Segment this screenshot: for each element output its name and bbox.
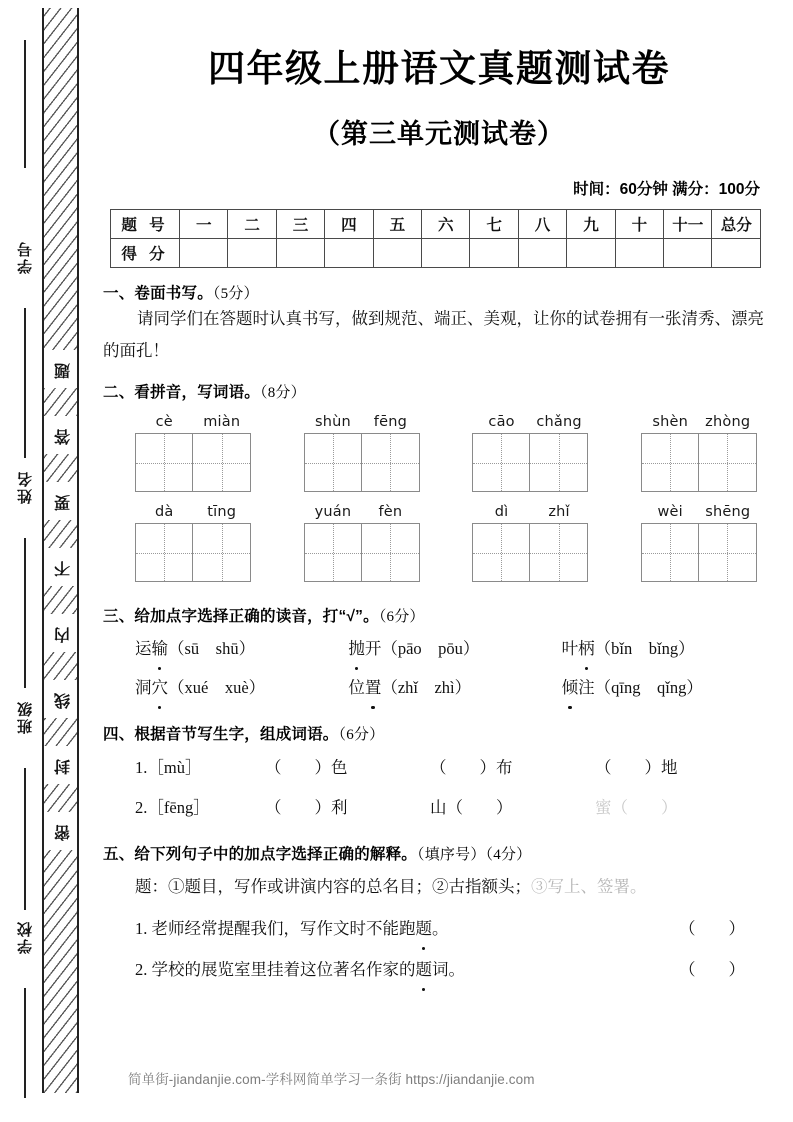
section-1-body: 请同学们在答题时认真书写，做到规范、端正、美观，让你的试卷拥有一张清秀、漂亮的面孔！ [103,309,764,361]
col-header-6: 六 [422,210,470,239]
word-prefix-4: 洞 [135,678,152,698]
pinyin-8b: shēng [705,504,751,521]
pronunciation-item-6[interactable] [562,671,775,704]
pinyin-7a: dì [494,504,509,521]
answer-grid-3[interactable] [472,433,588,492]
col-header-5: 五 [373,210,421,239]
pinyin-labels-3 [473,414,588,430]
seal-char-slot-4 [44,614,79,652]
seal-char-slot-5 [44,680,79,718]
syllable-blank-1a[interactable]: （ ）色 [265,758,348,778]
seal-char-slot-7 [44,812,79,850]
row-header-question-number: 题 号 [111,210,180,239]
word-prefix-1: 运 [135,639,152,659]
section-3-heading [103,604,775,626]
grid-cell[interactable] [642,434,699,491]
pinyin-labels-4 [641,414,756,430]
sentence-text-2 [135,954,465,986]
sentence-pre-1: 1. 老师经常提醒我们，写作文时不能跑 [135,918,416,938]
seal-char-xian: 线 [54,691,71,708]
word-prefix-5: 位 [348,678,365,698]
word-prefix-3: 叶 [561,639,579,659]
syllable-row-2 [103,791,775,824]
dotted-char-s5-1: 题 [416,913,433,945]
info-rule-1 [24,308,26,458]
section-4-title: 四、根据音节写生字，组成词语。 [103,726,339,744]
grid-cell[interactable] [699,434,756,491]
pinyin-7b: zhǐ [548,504,570,521]
col-header-8: 八 [518,210,566,239]
info-label-school: 学校 [16,920,34,954]
pinyin-5a: dà [155,504,174,521]
seal-char-slot-3 [44,548,79,586]
definition-visible: 题：①题目，写作或讲演内容的总名目；②古指额头； [135,877,531,897]
section-5-title: 五、给下列句子中的加点字选择正确的解释。 [103,846,418,864]
section-1-points: （5分） [212,286,259,302]
definition-faded: ③写上、签署。 [531,877,647,897]
answer-blank-s5-2[interactable]: （ ） [679,959,745,979]
section-5-definitions [103,871,775,903]
choices-5[interactable]: （zhǐ zhì） [381,678,472,698]
section-5-heading [103,842,775,864]
pinyin-1a: cè [155,414,173,431]
pinyin-labels-7 [473,504,588,520]
pinyin-word-6 [304,504,420,582]
seal-line-band [42,8,79,1093]
pinyin-6a: yuán [314,504,352,521]
info-field-name[interactable] [8,470,42,509]
grid-cell[interactable] [530,524,587,581]
info-rule-2 [24,538,26,688]
col-header-4: 四 [325,210,373,239]
syllable-row-1 [103,751,775,784]
seal-char-da: 答 [54,427,71,444]
info-label-class: 班级 [16,700,34,734]
syllable-blank-1b[interactable]: （ ）布 [430,758,513,778]
dotted-char-2: 抛 [348,632,365,665]
table-row-question-numbers [111,210,761,239]
choices-2[interactable]: （pāo pōu） [381,639,480,659]
answer-grid-8[interactable] [641,523,757,582]
info-label-student-id: 学号 [16,240,34,274]
dotted-char-5: 置 [365,671,382,704]
answer-grid-6[interactable] [304,523,420,582]
footer-watermark: 简单街-jiandanjie.com-学科网简单学习一条街 https://jiandanjie.com [128,1072,535,1087]
col-header-1: 一 [180,210,228,239]
grid-cell[interactable] [642,524,699,581]
col-header-3: 三 [276,210,324,239]
pinyin-word-8 [641,504,757,582]
seal-char-slot-1 [44,416,79,454]
seal-char-nei: 内 [54,625,71,642]
section-3-title: 三、给加点字选择正确的读音，打“√”。 [103,608,379,626]
answer-grid-2[interactable] [304,433,420,492]
row-header-score: 得 分 [111,239,180,268]
info-label-name: 姓名 [16,470,34,504]
word-suffix-2: 开 [364,639,382,659]
pronunciation-row-2 [103,671,775,704]
syllable-blank-2a[interactable]: （ ）利 [265,798,348,818]
grid-cell[interactable] [136,434,193,491]
grid-cell[interactable] [305,434,362,491]
grid-cell[interactable] [362,434,419,491]
dotted-char-6: 倾 [562,671,579,704]
sentence-post-2: 词。 [432,959,465,979]
answer-grid-1[interactable] [135,433,251,492]
pinyin-5b: tīng [207,504,237,521]
grid-cell[interactable] [136,524,193,581]
pinyin-2b: fēng [373,414,408,431]
pinyin-labels-6 [304,504,419,520]
answer-grid-7[interactable] [472,523,588,582]
pinyin-4b: zhòng [705,414,751,431]
score-cell-5[interactable] [373,239,421,268]
grid-cell[interactable] [305,524,362,581]
choices-6[interactable]: （qīng qǐng） [594,678,703,698]
exam-meta: 时间：60分钟 满分：100分 [573,181,760,198]
pinyin-word-3 [472,414,588,492]
answer-grid-5[interactable] [135,523,251,582]
col-header-2: 二 [228,210,276,239]
col-header-7: 七 [470,210,518,239]
pronunciation-item-5[interactable] [348,671,561,704]
score-cell-10[interactable] [615,239,663,268]
grid-cell[interactable] [473,434,530,491]
section-1-title: 一、卷面书写。 [103,285,213,302]
exam-content [103,0,775,1122]
dotted-char-4: 穴 [152,671,169,704]
info-rule-3 [24,768,26,910]
syllable-blank-2b[interactable]: 山（ ） [430,798,513,818]
pinyin-word-5 [135,504,251,582]
info-field-student-id[interactable] [8,240,42,279]
sentence-pre-2: 2. 学校的展览室里挂着这位著名作家的 [135,959,416,979]
seal-char-slot-6 [44,746,79,784]
syllable-label-2: 2.［fēng］ [135,798,210,818]
pinyin-2a: shùn [314,414,351,431]
pinyin-4a: shèn [652,414,689,431]
section-5-sentence-1 [103,913,775,945]
info-rule-top [24,40,26,168]
pinyin-3b: chǎng [536,414,582,431]
student-info-column [8,0,42,1122]
score-cell-2[interactable] [228,239,276,268]
syllable-blank-1c[interactable]: （ ）地 [595,758,678,778]
score-cell-4[interactable] [325,239,373,268]
sentence-post-1: 。 [432,918,449,938]
grid-cell[interactable] [530,434,587,491]
pinyin-labels-1 [136,414,251,430]
pinyin-labels-2 [304,414,419,430]
seal-char-yao: 要 [54,493,71,510]
pinyin-word-2 [304,414,420,492]
section-4-heading [103,722,775,744]
section-2-title: 二、看拼音，写词语。 [103,384,261,402]
sentence-text-1 [135,913,449,945]
syllable-label-1: 1.［mù］ [135,758,202,778]
table-row-scores [111,239,761,268]
dotted-char-1: 输 [152,632,169,665]
pronunciation-row-1 [103,632,775,665]
pronunciation-item-2[interactable] [348,632,561,665]
score-table [110,209,761,268]
pinyin-word-1 [135,414,251,492]
pinyin-word-7 [472,504,588,582]
word-suffix-6: 注 [578,678,595,698]
pinyin-grid-row-1 [103,414,775,492]
score-cell-total[interactable] [712,239,761,268]
col-header-9: 九 [567,210,615,239]
choices-4[interactable]: （xué xuè） [168,678,266,698]
pronunciation-item-1[interactable] [135,632,348,665]
syllable-blank-2c[interactable]: 蜜（ ） [595,798,678,818]
col-header-11: 十一 [664,210,712,239]
col-header-total: 总分 [712,210,761,239]
pinyin-labels-5 [136,504,251,520]
section-5-sentence-2 [103,954,775,986]
pinyin-grid-row-2 [103,504,775,582]
dotted-char-3: 柄 [578,632,595,665]
grid-cell[interactable] [193,434,250,491]
pinyin-1b: miàn [203,414,241,431]
grid-cell[interactable] [193,524,250,581]
section-4-points: （6分） [338,727,385,744]
pinyin-labels-8 [641,504,756,520]
pinyin-6b: fèn [378,504,403,521]
answer-grid-4[interactable] [641,433,757,492]
pronunciation-item-3[interactable] [562,632,775,665]
grid-cell[interactable] [362,524,419,581]
score-cell-9[interactable] [567,239,615,268]
section-5-points: （填序号）（4分） [417,847,532,864]
seal-char-slot-2 [44,482,79,520]
page-title: 四年级上册语文真题测试卷 [208,48,670,89]
score-cell-11[interactable] [664,239,712,268]
section-2-heading [103,380,775,402]
choices-3[interactable]: （bǐn bǐng） [594,639,695,659]
answer-blank-s5-1[interactable]: （ ） [679,918,745,938]
pronunciation-item-4[interactable] [135,671,348,704]
seal-char-bu: 不 [54,559,71,576]
info-field-class[interactable] [8,700,42,739]
info-field-school[interactable] [8,920,42,959]
grid-cell[interactable] [473,524,530,581]
seal-char-ti: 题 [54,361,71,378]
page-subtitle: （第三单元测试卷） [313,119,565,149]
section-2-points: （8分） [260,385,306,402]
score-cell-8[interactable] [518,239,566,268]
section-1-heading [103,281,775,303]
score-cell-1[interactable] [180,239,228,268]
pinyin-8a: wèi [657,504,683,521]
choices-1[interactable]: （sū shū） [168,639,256,659]
score-cell-6[interactable] [422,239,470,268]
pinyin-word-4 [641,414,757,492]
info-rule-bottom [24,988,26,1098]
seal-char-slot-0 [44,350,79,388]
score-cell-7[interactable] [470,239,518,268]
seal-char-feng: 封 [54,757,71,774]
col-header-10: 十 [615,210,663,239]
score-cell-3[interactable] [276,239,324,268]
grid-cell[interactable] [699,524,756,581]
section-3-points: （6分） [378,609,425,626]
pinyin-3a: cāo [488,414,515,431]
seal-char-mi: 密 [54,823,71,840]
dotted-char-s5-2: 题 [416,954,433,986]
